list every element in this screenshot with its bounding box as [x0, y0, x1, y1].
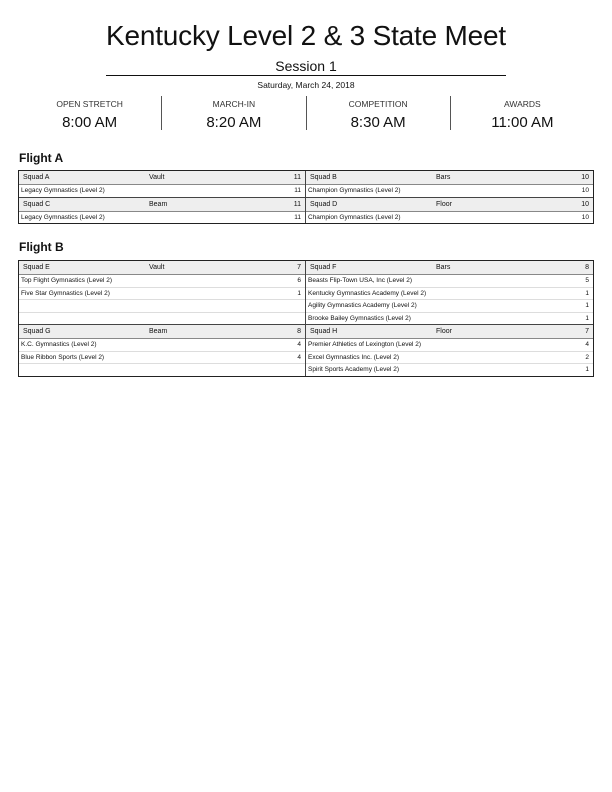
team-name: Legacy Gymnastics (Level 2) [21, 187, 105, 194]
squad-block [306, 261, 593, 325]
squad-name: Squad A [23, 174, 50, 181]
team-name: Champion Gymnastics (Level 2) [308, 213, 401, 221]
team-name: Agility Gymnastics Academy (Level 2) [308, 302, 417, 309]
team-name: K.C. Gymnastics (Level 2) [21, 341, 97, 348]
squad-header [306, 261, 593, 275]
squad-count: 8 [297, 328, 301, 335]
schedule-competition [307, 96, 451, 130]
schedule-awards [451, 96, 594, 130]
squad-count: 11 [293, 174, 301, 181]
team-name: Premier Athletics of Lexington (Level 2) [308, 341, 422, 348]
team-count: 11 [294, 187, 301, 194]
squad-header [19, 325, 305, 339]
team-count: 1 [297, 289, 301, 297]
squad-block [306, 325, 593, 376]
squad-header [306, 198, 593, 212]
schedule-time: 8:30 AM [350, 114, 406, 131]
team-count: 4 [585, 341, 589, 348]
team-name: Legacy Gymnastics (Level 2) [21, 213, 105, 221]
squad-block [19, 171, 306, 198]
squad-name: Squad C [23, 200, 51, 208]
squad-name: Squad F [310, 264, 337, 271]
team-row [306, 313, 593, 325]
schedule-label: AWARDS [504, 99, 541, 109]
squad-event: Vault [149, 264, 165, 271]
team-row [306, 339, 593, 352]
squad-event: Floor [436, 328, 452, 335]
squad-header [306, 171, 593, 185]
squad-block [306, 198, 593, 224]
squad-count: 10 [581, 200, 589, 208]
team-row [306, 275, 593, 288]
squad-count: 10 [581, 174, 589, 181]
squad-name: Squad D [310, 200, 338, 208]
team-name: Blue Ribbon Sports (Level 2) [21, 353, 105, 361]
squad-header [19, 261, 305, 275]
squad-count: 7 [585, 328, 589, 335]
squad-event: Bars [436, 264, 451, 271]
squad-event: Beam [149, 200, 168, 208]
squad-name: Squad G [23, 328, 51, 335]
squad-header [306, 325, 593, 339]
team-count: 6 [297, 277, 301, 284]
meet-title: Kentucky Level 2 & 3 State Meet [105, 20, 507, 51]
team-count: 5 [585, 277, 589, 284]
schedule-label: MARCH-IN [212, 99, 256, 109]
team-name: Spirit Sports Academy (Level 2) [308, 366, 400, 373]
session-title: Session 1 [275, 58, 337, 74]
team-count: 10 [581, 213, 589, 221]
team-count: 10 [581, 187, 589, 194]
squad-header [19, 198, 305, 212]
schedule-label: COMPETITION [348, 99, 408, 109]
squad-block [19, 198, 306, 224]
team-row [19, 288, 305, 301]
team-row [19, 275, 305, 288]
schedule-time: 8:00 AM [62, 114, 118, 131]
squad-count: 11 [293, 200, 301, 208]
flight-a-grid [18, 170, 594, 224]
squad-event: Bars [436, 174, 451, 181]
team-count: 11 [294, 213, 301, 221]
squad-block [306, 171, 593, 198]
team-count: 2 [585, 353, 589, 361]
team-row-empty [19, 300, 305, 313]
squad-name: Squad H [310, 328, 338, 335]
squad-event: Floor [436, 200, 452, 208]
team-name: Beasts Flip-Town USA, Inc (Level 2) [308, 277, 413, 284]
team-row [19, 212, 305, 224]
team-name: Excel Gymnastics Inc. (Level 2) [308, 353, 400, 361]
squad-name: Squad E [23, 264, 50, 271]
team-row [306, 352, 593, 365]
team-name: Five Star Gymnastics (Level 2) [21, 289, 110, 297]
team-row [306, 288, 593, 301]
squad-block [19, 261, 306, 325]
squad-header [19, 171, 305, 185]
team-row [19, 185, 305, 197]
schedule-time: 8:20 AM [206, 114, 262, 131]
team-count: 1 [585, 314, 589, 322]
team-count: 1 [585, 289, 589, 297]
schedule-label: OPEN STRETCH [56, 99, 123, 109]
team-count: 1 [585, 302, 589, 309]
squad-count: 8 [585, 264, 589, 271]
team-count: 4 [297, 353, 301, 361]
team-row-empty [19, 364, 305, 376]
squad-event: Beam [149, 328, 168, 335]
team-row-empty [19, 313, 305, 325]
team-row [19, 352, 305, 365]
title-divider [106, 75, 506, 76]
flight-b-title: Flight B [19, 240, 64, 254]
flight-b-grid [18, 260, 594, 377]
team-row [19, 339, 305, 352]
team-name: Brooke Bailey Gymnastics (Level 2) [308, 314, 411, 322]
team-count: 4 [297, 341, 301, 348]
team-row [306, 364, 593, 376]
squad-count: 7 [297, 264, 301, 271]
meet-date: Saturday, March 24, 2018 [257, 80, 355, 90]
squad-name: Squad B [310, 174, 337, 181]
team-row [306, 212, 593, 224]
schedule-march-in [162, 96, 306, 130]
squad-block [19, 325, 306, 376]
team-row [306, 185, 593, 197]
team-name: Champion Gymnastics (Level 2) [308, 187, 401, 194]
team-name: Kentucky Gymnastics Academy (Level 2) [308, 289, 427, 297]
team-count: 1 [585, 366, 589, 373]
team-row [306, 300, 593, 313]
squad-event: Vault [149, 174, 165, 181]
schedule-time: 11:00 AM [491, 114, 554, 131]
schedule-open-stretch [18, 96, 162, 130]
schedule-bar [18, 96, 594, 130]
team-name: Top Flight Gymnastics (Level 2) [21, 277, 113, 284]
flight-a-title: Flight A [19, 151, 64, 165]
